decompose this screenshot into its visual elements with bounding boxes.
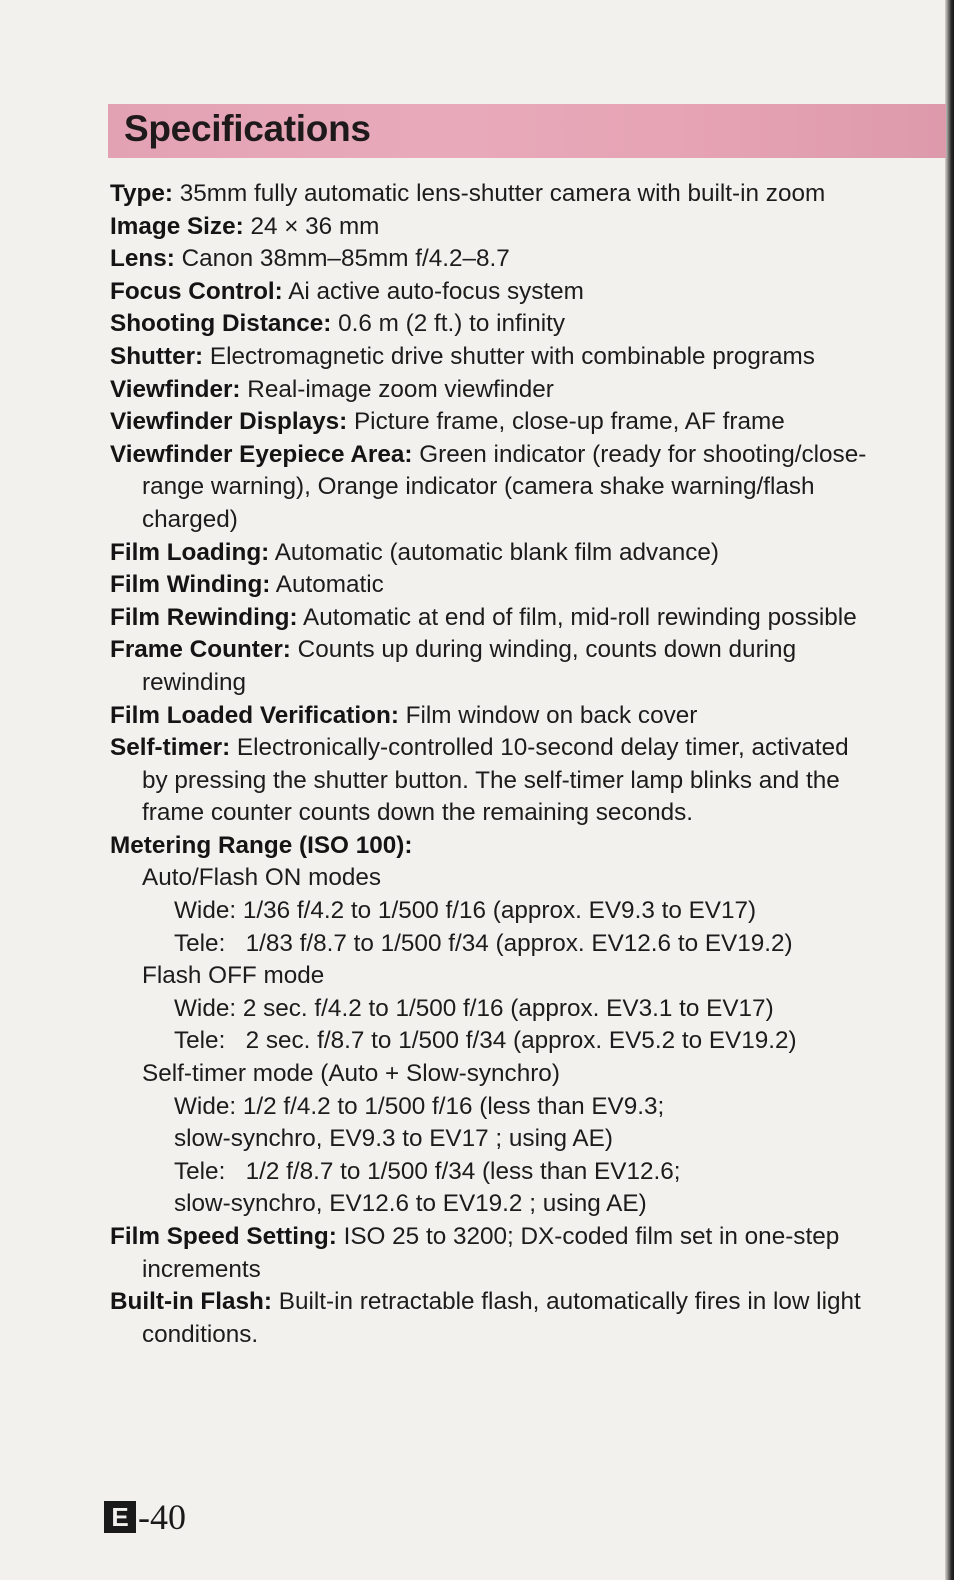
spec-value: Film window on back cover — [405, 701, 698, 729]
spec-label: Frame Counter: — [110, 636, 291, 664]
spec-item-self-timer — [110, 732, 880, 830]
page-title: Specifications — [124, 108, 371, 149]
section-letter-badge: E — [104, 1501, 136, 1533]
spec-item-image-size — [110, 211, 880, 244]
spec-value: Automatic — [275, 571, 384, 599]
spec-item-built-in-flash — [110, 1286, 880, 1351]
spec-value: Ai active auto-focus system — [288, 277, 584, 305]
spec-item-film-speed-setting — [110, 1221, 880, 1286]
spec-value: Canon 38mm–85mm f/4.2–8.7 — [181, 245, 510, 273]
spec-value: Electronically-controlled 10-second delay timer, activated by pressing the shutter button. The self-timer lamp blinks and the frame counter counts down the remaining seconds. — [142, 734, 849, 827]
spec-value: Built-in retractable flash, automatically fires in low light conditions. — [142, 1288, 861, 1348]
metering-mode-name: Auto/Flash ON modes — [142, 864, 382, 892]
spec-item-film-loaded-verification — [110, 700, 880, 733]
spec-value: Electromagnetic drive shutter with combinable programs — [209, 342, 815, 370]
spec-label: Focus Control: — [110, 277, 283, 305]
page-edge-shadow — [945, 0, 954, 1580]
metering-mode-line: Wide: 1/2 f/4.2 to 1/500 f/16 (less than EV9.3; — [174, 1092, 665, 1120]
spec-label: Film Winding: — [110, 571, 271, 599]
metering-mode-line: Wide: 1/36 f/4.2 to 1/500 f/16 (approx. EV9.3 to EV17) — [174, 897, 757, 925]
spec-item-shooting-distance — [110, 308, 880, 341]
spec-list — [110, 178, 880, 1351]
spec-value: Picture frame, close-up frame, AF frame — [353, 408, 785, 436]
spec-item-shutter — [110, 341, 880, 374]
spec-item-viewfinder — [110, 374, 880, 407]
spec-value: 35mm fully automatic lens-shutter camera with built-in zoom — [179, 180, 826, 207]
page-footer — [104, 1498, 186, 1536]
spec-item-film-rewinding — [110, 602, 880, 635]
spec-value: Real-image zoom viewfinder — [247, 375, 554, 403]
spec-item-frame-counter — [110, 634, 880, 699]
spec-label: Built-in Flash: — [110, 1288, 272, 1316]
spec-value: Automatic (automatic blank film advance) — [274, 538, 719, 566]
metering-mode-line: slow-synchro, EV9.3 to EV17 ; using AE) — [174, 1125, 613, 1153]
spec-label: Viewfinder: — [110, 375, 241, 403]
spec-label: Film Speed Setting: — [110, 1223, 337, 1250]
spec-value: 24 × 36 mm — [250, 212, 380, 240]
spec-value: Counts up during winding, counts down during rewinding — [142, 636, 797, 696]
spec-item-viewfinder-eyepiece-area — [110, 439, 880, 537]
metering-mode-name: Flash OFF mode — [142, 962, 325, 990]
spec-item-lens — [110, 243, 880, 276]
spec-label: Viewfinder Eyepiece Area: — [110, 440, 413, 468]
spec-label: Shooting Distance: — [110, 310, 332, 338]
spec-item-metering-range — [110, 830, 880, 863]
spec-value: 0.6 m (2 ft.) to infinity — [338, 310, 566, 338]
section-header-band — [108, 104, 946, 158]
spec-label: Shutter: — [110, 342, 204, 370]
metering-mode-name: Self-timer mode (Auto + Slow-synchro) — [142, 1060, 560, 1088]
spec-label: Lens: — [110, 245, 175, 273]
spec-item-film-loading — [110, 537, 880, 570]
metering-mode-line: Tele: 1/2 f/8.7 to 1/500 f/34 (less than EV12.6; — [174, 1157, 681, 1185]
spec-item-type — [110, 178, 880, 211]
spec-label: Type: — [110, 180, 173, 207]
spec-value: Green indicator (ready for shooting/close-range warning), Orange indicator (camera shake warning/flash charged) — [142, 440, 867, 533]
metering-mode-line: Tele: 1/83 f/8.7 to 1/500 f/34 (approx. EV12.6 to EV19.2) — [174, 929, 793, 957]
spec-label: Viewfinder Displays: — [110, 408, 348, 436]
metering-mode-line: slow-synchro, EV12.6 to EV19.2 ; using AE) — [174, 1190, 647, 1218]
spec-label: Film Rewinding: — [110, 603, 298, 631]
spec-label: Metering Range (ISO 100): — [110, 831, 413, 859]
spec-item-viewfinder-displays — [110, 406, 880, 439]
spec-value: Automatic at end of film, mid-roll rewinding possible — [303, 603, 857, 631]
spec-value: ISO 25 to 3200; DX-coded film set in one-step increments — [142, 1223, 840, 1283]
metering-mode-line: Wide: 2 sec. f/4.2 to 1/500 f/16 (approx. EV3.1 to EV17) — [174, 994, 774, 1022]
metering-mode-line: Tele: 2 sec. f/8.7 to 1/500 f/34 (approx. EV5.2 to EV19.2) — [174, 1027, 797, 1055]
spec-item-film-winding — [110, 569, 880, 602]
spec-label: Image Size: — [110, 212, 244, 240]
spec-item-focus-control — [110, 276, 880, 309]
spec-label: Film Loaded Verification: — [110, 701, 399, 729]
spec-label: Film Loading: — [110, 538, 270, 566]
spec-label: Self-timer: — [110, 734, 231, 762]
page-number: -40 — [138, 1497, 186, 1537]
